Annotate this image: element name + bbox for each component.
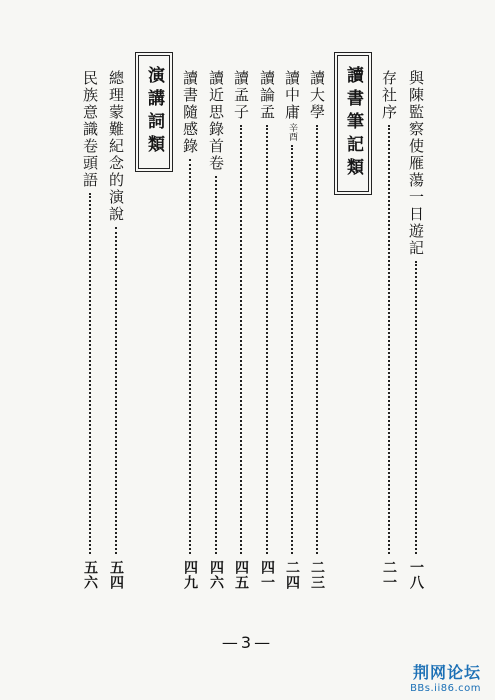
leader-dots	[415, 261, 417, 554]
leader-dots	[215, 176, 217, 554]
toc-entry	[281, 70, 303, 590]
entry-page: 四六	[208, 560, 224, 590]
entry-page: 五四	[108, 560, 124, 590]
leader-dots	[115, 227, 117, 554]
toc-entry	[378, 70, 400, 590]
watermark-url: BBs.ii86.com	[410, 683, 481, 694]
entry-title: 讀孟子	[232, 70, 250, 121]
category-label: 讀書筆記類	[337, 55, 369, 192]
entry-title: 存社序	[380, 70, 398, 121]
watermark-title: 荆网论坛	[412, 663, 481, 682]
leader-dots	[189, 159, 191, 554]
toc-entry	[256, 70, 278, 590]
entry-note: 辛酉	[287, 123, 297, 141]
category-label: 演講詞類	[138, 55, 170, 169]
entry-page: 二三	[309, 560, 325, 590]
entry-page: 四一	[259, 560, 275, 590]
entry-page: 二一	[381, 560, 397, 590]
leader-dots	[316, 125, 318, 554]
leader-dots	[240, 125, 242, 554]
entry-page: 二四	[284, 560, 300, 590]
site-watermark	[410, 660, 481, 694]
entry-title: 總理蒙難紀念的演說	[107, 70, 125, 223]
entry-title: 與陳監察使雁蕩一日遊記	[407, 70, 425, 257]
toc-entry	[105, 70, 127, 590]
entry-title: 讀書隨感錄	[181, 70, 199, 155]
toc-entry	[79, 70, 101, 590]
leader-dots	[89, 193, 91, 554]
leader-dots	[291, 145, 293, 554]
toc-entry	[405, 70, 427, 590]
toc-entry	[205, 70, 227, 590]
entry-title: 讀論孟	[258, 70, 276, 121]
category-heading-reading-notes	[334, 52, 372, 195]
leader-dots	[266, 125, 268, 554]
page-number: —3—	[221, 633, 274, 652]
entry-page: 一八	[408, 560, 424, 590]
toc-entry	[179, 70, 201, 590]
toc-entry	[230, 70, 252, 590]
entry-page: 四九	[182, 560, 198, 590]
entry-title: 讀近思錄首卷	[207, 70, 225, 172]
entry-title: 民族意識卷頭語	[81, 70, 99, 189]
toc-entry	[306, 70, 328, 590]
entry-page: 五六	[82, 560, 98, 590]
category-heading-speeches	[135, 52, 173, 172]
leader-dots	[388, 125, 390, 554]
entry-title: 讀中庸	[283, 70, 301, 121]
entry-page: 四五	[233, 560, 249, 590]
entry-title: 讀大學	[308, 70, 326, 121]
